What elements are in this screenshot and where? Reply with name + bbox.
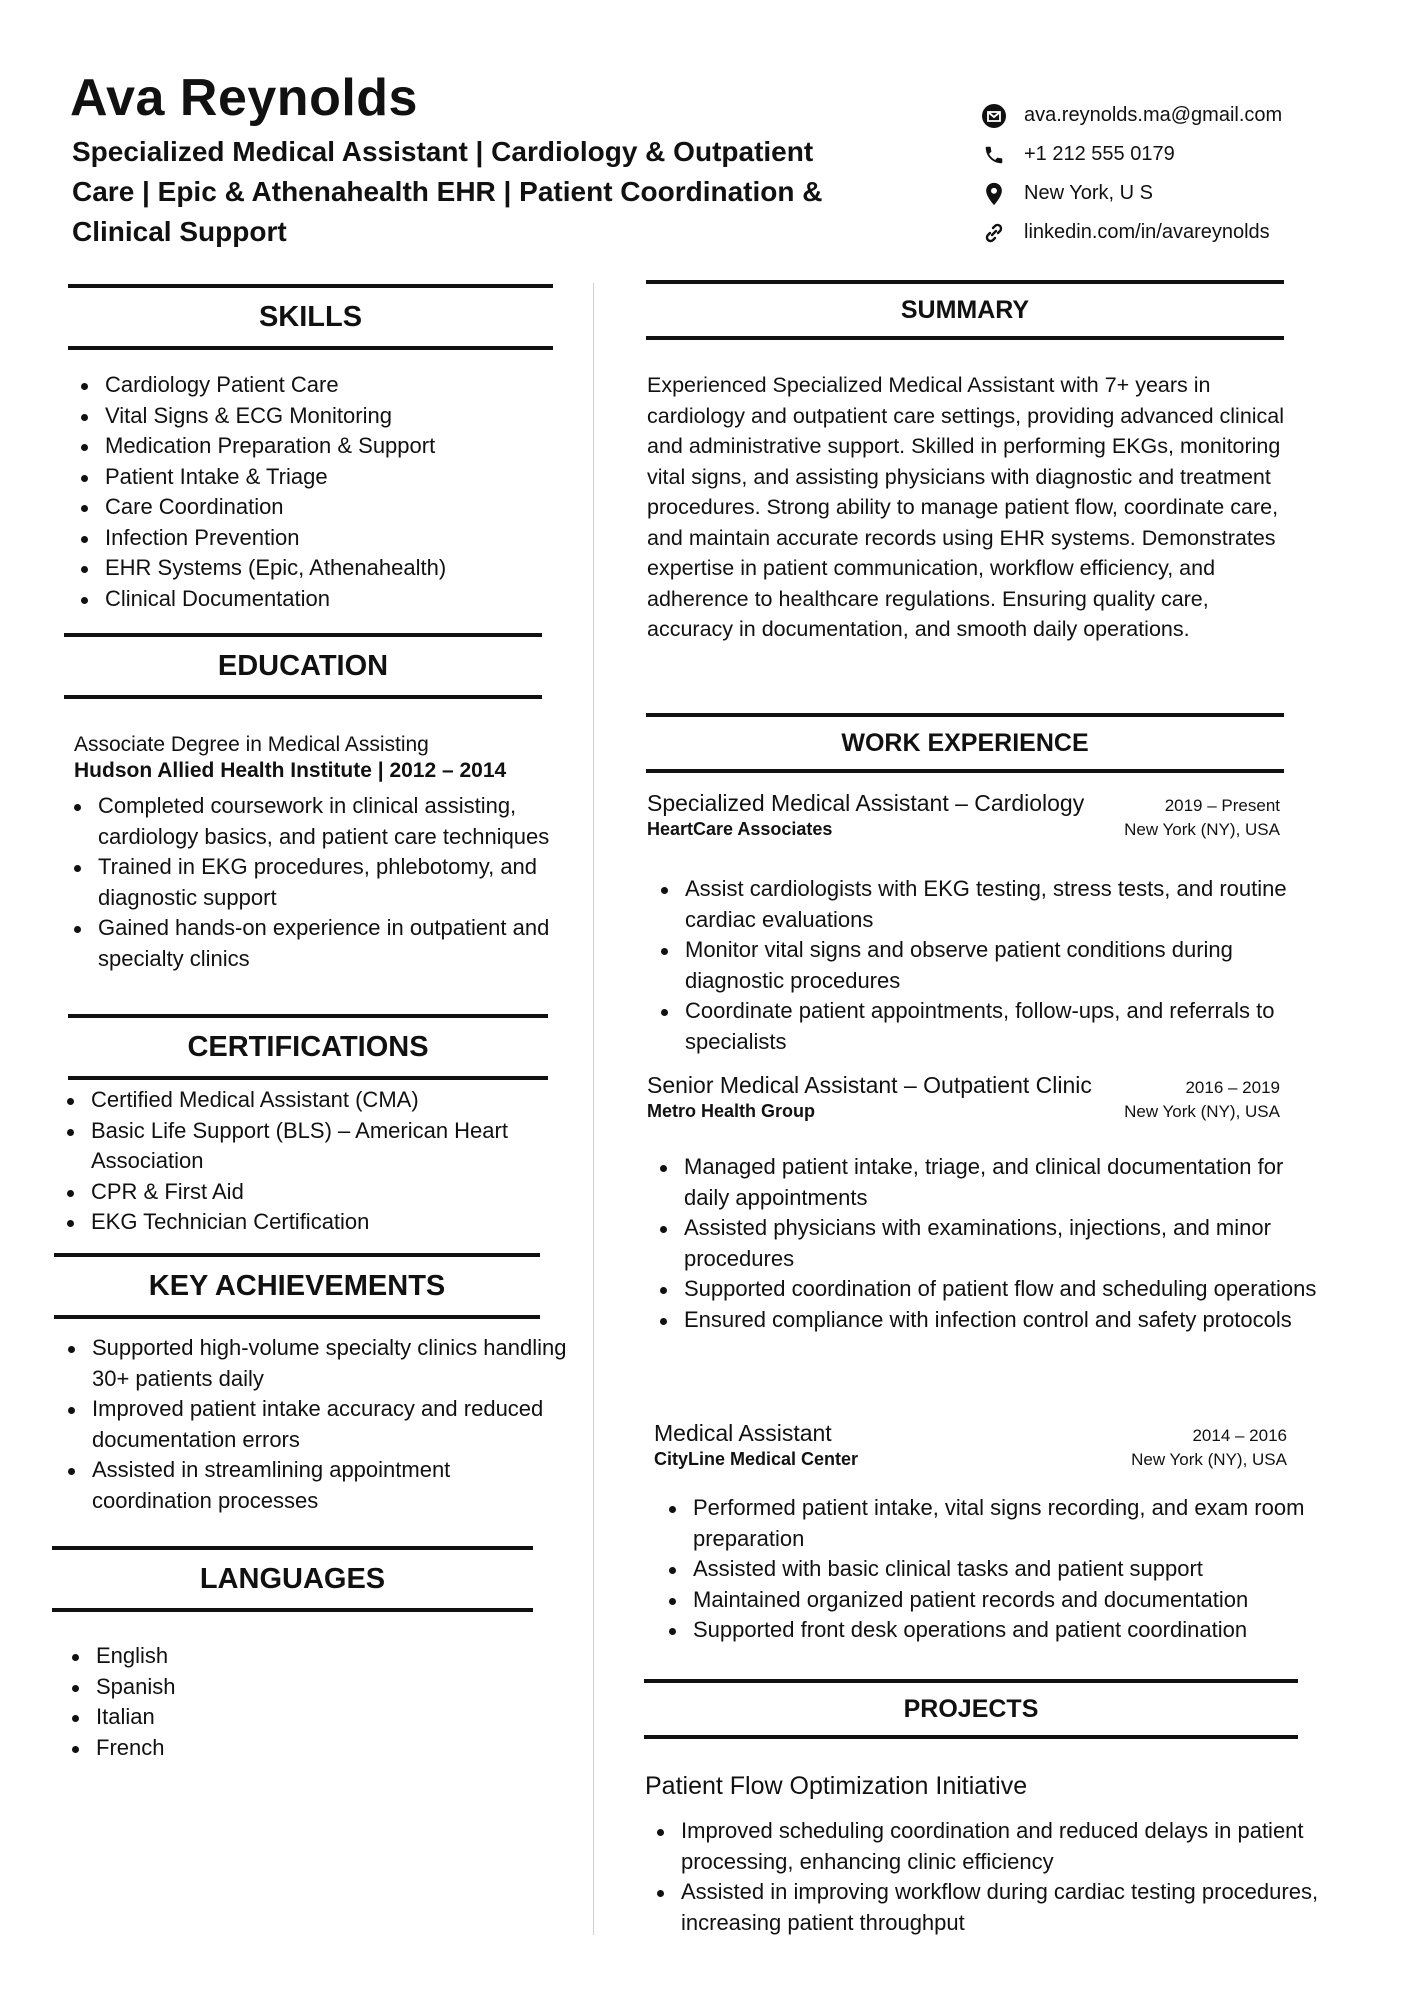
location-pin-icon <box>980 180 1008 208</box>
job-company: Metro Health Group <box>647 1101 816 1121</box>
list-item: Spanish <box>96 1672 396 1703</box>
list-item: EKG Technician Certification <box>91 1207 571 1238</box>
job-entry <box>654 1420 1287 1470</box>
contact-location <box>980 174 1320 213</box>
education-heading: EDUCATION <box>64 633 542 699</box>
job-title: Senior Medical Assistant – Outpatient Clinic <box>647 1072 1092 1098</box>
job-bullets <box>653 874 1325 1057</box>
headline-line: Care | Epic & Athenahealth EHR | Patient Coordination & <box>72 176 823 207</box>
list-item: Cardiology Patient Care <box>105 370 585 401</box>
job-dates: 2016 – 2019 <box>1185 1078 1280 1097</box>
contact-phone[interactable] <box>980 135 1320 174</box>
list-item: Gained hands-on experience in outpatient and specialty clinics <box>98 913 588 974</box>
list-item: Improved scheduling coordination and reduced delays in patient processing, enhancing clinic efficiency <box>681 1816 1321 1877</box>
list-item: Medication Preparation & Support <box>105 431 585 462</box>
list-item: Monitor vital signs and observe patient conditions during diagnostic procedures <box>685 935 1325 996</box>
contact-linkedin[interactable] <box>980 213 1320 252</box>
project-bullets <box>649 1816 1321 1938</box>
list-item: Assisted in improving workflow during cardiac testing procedures, increasing patient throughput <box>681 1877 1321 1938</box>
list-item: Vital Signs & ECG Monitoring <box>105 401 585 432</box>
certifications-list <box>59 1085 571 1238</box>
languages-heading: LANGUAGES <box>52 1546 533 1612</box>
list-item: Performed patient intake, vital signs recording, and exam room preparation <box>693 1493 1333 1554</box>
list-item: Trained in EKG procedures, phlebotomy, and diagnostic support <box>98 852 588 913</box>
job-location: New York (NY), USA <box>1124 820 1280 839</box>
list-item: Supported front desk operations and patient coordination <box>693 1615 1333 1646</box>
list-item: Managed patient intake, triage, and clinical documentation for daily appointments <box>684 1152 1324 1213</box>
job-location: New York (NY), USA <box>1131 1450 1287 1469</box>
languages-list <box>64 1641 396 1763</box>
contact-block <box>980 96 1320 252</box>
job-dates: 2019 – Present <box>1164 796 1280 815</box>
projects-heading: PROJECTS <box>644 1679 1298 1739</box>
headline-line: Clinical Support <box>72 216 287 247</box>
education-bullets <box>66 791 588 974</box>
list-item: EHR Systems (Epic, Athenahealth) <box>105 553 585 584</box>
column-divider <box>593 283 594 1935</box>
job-company: HeartCare Associates <box>647 819 833 839</box>
list-item: Improved patient intake accuracy and reduced documentation errors <box>92 1394 572 1455</box>
headline <box>72 132 872 252</box>
list-item: Maintained organized patient records and documentation <box>693 1585 1333 1616</box>
list-item: Assisted with basic clinical tasks and patient support <box>693 1554 1333 1585</box>
job-title: Medical Assistant <box>654 1420 832 1446</box>
job-title: Specialized Medical Assistant – Cardiology <box>647 790 1085 816</box>
experience-heading: WORK EXPERIENCE <box>646 713 1284 773</box>
list-item: Patient Intake & Triage <box>105 462 585 493</box>
link-icon <box>980 219 1008 247</box>
list-item: Supported coordination of patient flow and scheduling operations <box>684 1274 1324 1305</box>
school: Hudson Allied Health Institute | 2012 – 2014 <box>74 759 507 782</box>
list-item: Clinical Documentation <box>105 584 585 615</box>
project-title: Patient Flow Optimization Initiative <box>645 1772 1028 1800</box>
job-dates: 2014 – 2016 <box>1192 1426 1287 1445</box>
skills-heading: SKILLS <box>68 284 553 350</box>
certifications-heading: CERTIFICATIONS <box>68 1014 548 1080</box>
contact-email[interactable] <box>980 96 1320 135</box>
job-location: New York (NY), USA <box>1124 1102 1280 1121</box>
summary-heading: SUMMARY <box>646 280 1284 340</box>
education-entry <box>74 732 554 784</box>
list-item: Basic Life Support (BLS) – American Heart Association <box>91 1116 571 1177</box>
job-company: CityLine Medical Center <box>654 1449 859 1469</box>
list-item: Infection Prevention <box>105 523 585 554</box>
achievements-heading: KEY ACHIEVEMENTS <box>54 1253 540 1319</box>
list-item: Completed coursework in clinical assisting, cardiology basics, and patient care techniques <box>98 791 588 852</box>
summary-text: Experienced Specialized Medical Assistant with 7+ years in cardiology and outpatient care settings, providing advanced clinical and administrative support. Skilled in performing EKGs, monitoring vital signs, and assisting physicians with diagnostic and treatment procedures. Strong ability to manage patient flow, coordinate care, and maintain accurate records using EHR systems. Demonstrates expertise in patient communication, workflow efficiency, and adherence to healthcare regulations. Ensuring quality care, accuracy in documentation, and smooth daily operations. <box>647 373 1285 641</box>
job-bullets <box>652 1152 1324 1335</box>
location-text: New York, U S <box>1024 182 1153 204</box>
job-entry <box>647 1072 1280 1122</box>
list-item: CPR & First Aid <box>91 1177 571 1208</box>
email-icon <box>980 102 1008 130</box>
list-item: Assisted in streamlining appointment coordination processes <box>92 1455 572 1516</box>
achievements-list <box>60 1333 572 1516</box>
headline-line: Specialized Medical Assistant | Cardiology & Outpatient <box>72 136 814 167</box>
degree: Associate Degree in Medical Assisting <box>74 733 429 756</box>
candidate-name: Ava Reynolds <box>70 69 418 127</box>
phone-icon <box>980 141 1008 169</box>
list-item: Care Coordination <box>105 492 585 523</box>
list-item: Ensured compliance with infection control and safety protocols <box>684 1305 1324 1336</box>
list-item: Coordinate patient appointments, follow-ups, and referrals to specialists <box>685 996 1325 1057</box>
list-item: Certified Medical Assistant (CMA) <box>91 1085 571 1116</box>
linkedin-text: linkedin.com/in/avareynolds <box>1024 221 1270 243</box>
phone-text: +1 212 555 0179 <box>1024 143 1175 165</box>
list-item: Supported high-volume specialty clinics handling 30+ patients daily <box>92 1333 572 1394</box>
job-entry <box>647 790 1280 840</box>
list-item: Assist cardiologists with EKG testing, stress tests, and routine cardiac evaluations <box>685 874 1325 935</box>
list-item: French <box>96 1733 396 1764</box>
list-item: Italian <box>96 1702 396 1733</box>
list-item: Assisted physicians with examinations, injections, and minor procedures <box>684 1213 1324 1274</box>
job-bullets <box>661 1493 1333 1646</box>
skills-list <box>73 370 585 614</box>
email-text: ava.reynolds.ma@gmail.com <box>1024 104 1283 126</box>
list-item: English <box>96 1641 396 1672</box>
